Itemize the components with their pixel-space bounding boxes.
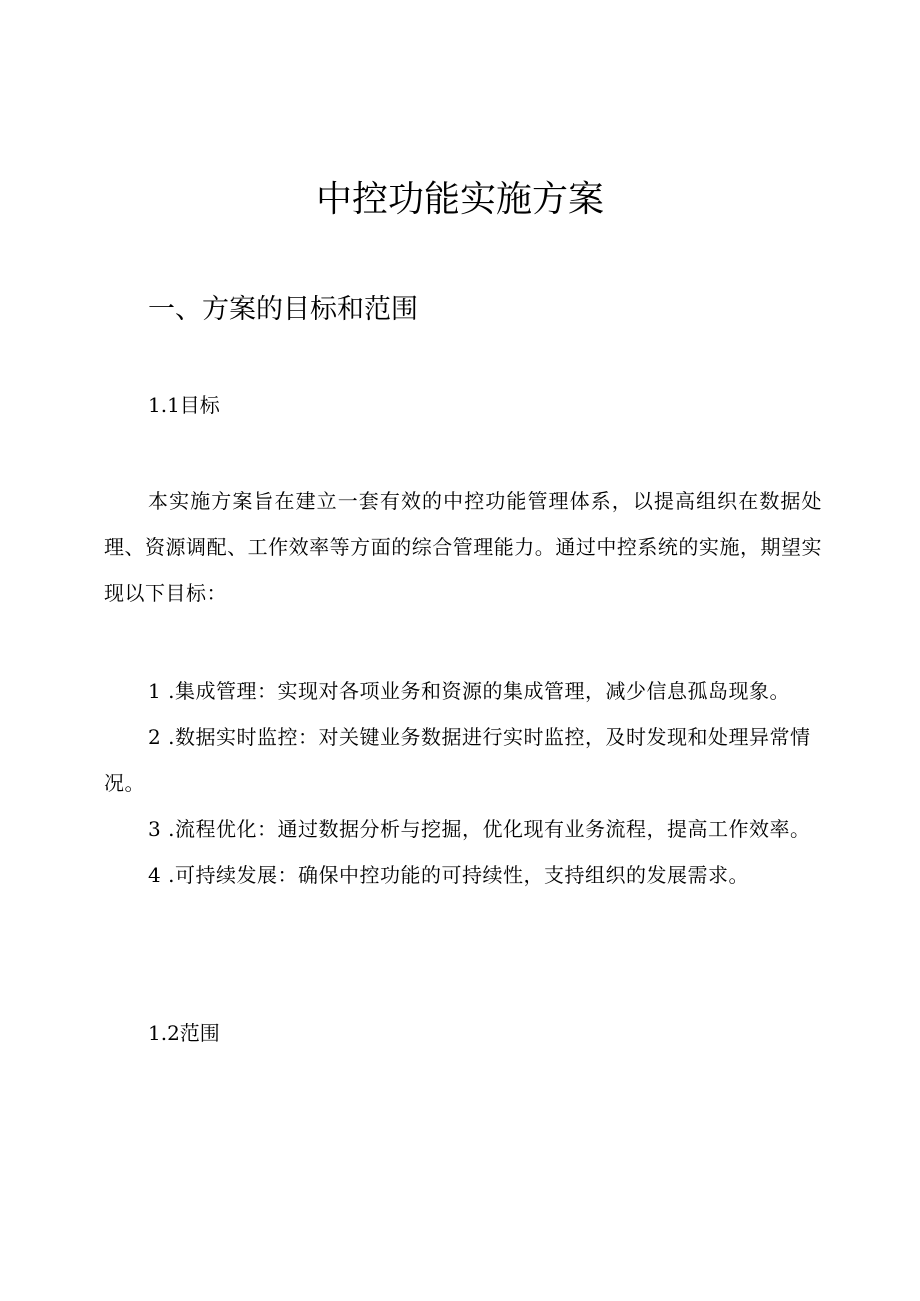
- list-item: 2 .数据实时监控：对关键业务数据进行实时监控，及时发现和处理异常情况。: [104, 725, 811, 795]
- list-item: 4 .可持续发展：确保中控功能的可持续性，支持组织的发展需求。: [148, 863, 749, 887]
- subsection-heading-1-2: 1.2范围: [148, 1021, 220, 1045]
- list-item: 3 .流程优化：通过数据分析与挖掘，优化现有业务流程，提高工作效率。: [148, 817, 811, 841]
- subsection-heading-1-1: 1.1目标: [148, 393, 220, 417]
- goal-list: [104, 668, 822, 898]
- intro-paragraph: 本实施方案旨在建立一套有效的中控功能管理体系，以提高组织在数据处理、资源调配、工作效率等方面的综合管理能力。通过中控系统的实施，期望实现以下目标：: [104, 489, 822, 605]
- document-title: 中控功能实施方案: [315, 179, 604, 220]
- list-item: 1 .集成管理：实现对各项业务和资源的集成管理，减少信息孤岛现象。: [148, 679, 790, 703]
- section-heading-1: 一、方案的目标和范围: [148, 294, 418, 325]
